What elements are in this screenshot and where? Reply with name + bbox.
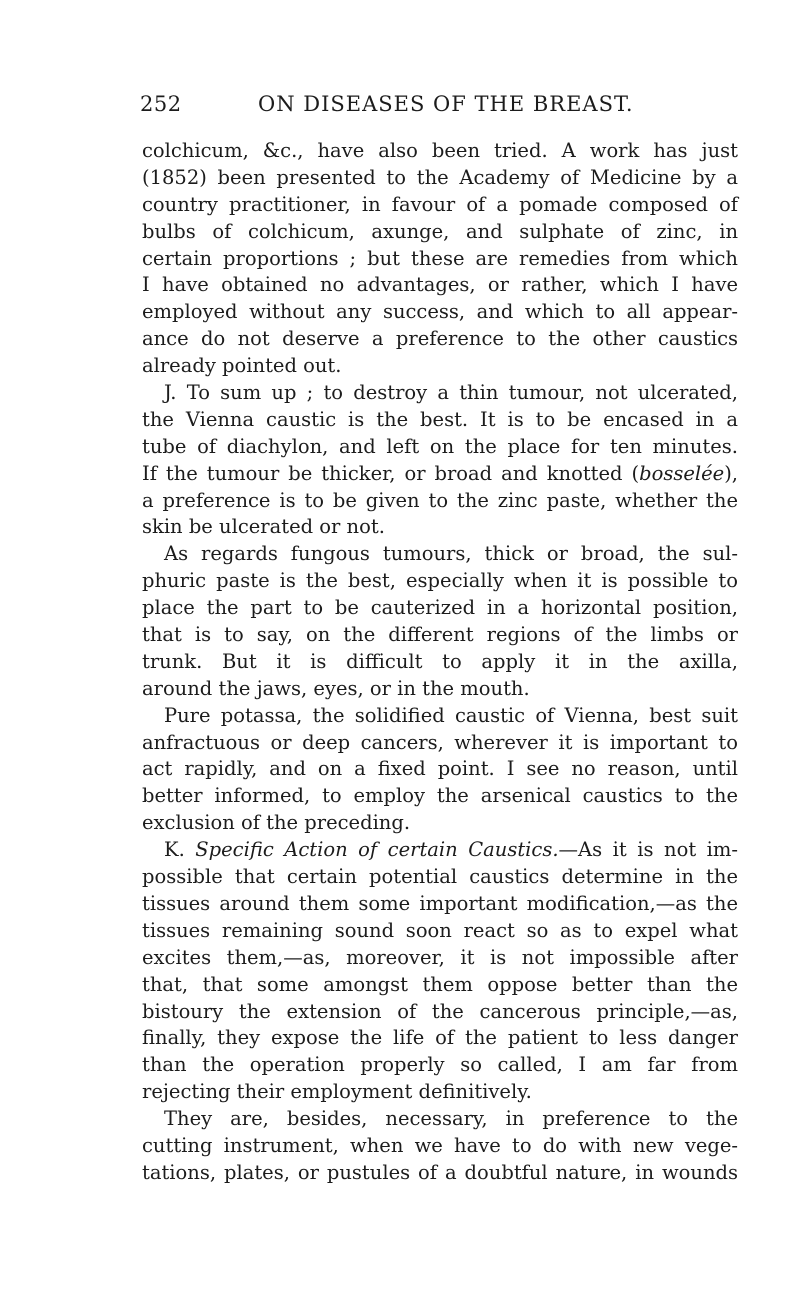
text-line: that is to say, on the different regions of the limbs or [142, 623, 738, 647]
text-line: already pointed out. [142, 354, 342, 378]
text-line: certain proportions ; but these are remedies from which [142, 246, 738, 270]
text-line: around the jaws, eyes, or in the mouth. [142, 676, 530, 700]
body-text [142, 138, 738, 1187]
text-run: —As it is not im- [558, 838, 738, 862]
text-line: (1852) been presented to the Academy of Medicine by a [142, 165, 738, 189]
text-line-mixed [142, 461, 738, 488]
text-line: bulbs of colchicum, axunge, and sulphate of zinc, in [142, 219, 738, 243]
text-line: phuric paste is the best, especially when it is possible to [142, 569, 738, 593]
text-line: colchicum, &c., have also been tried. A work has just [142, 139, 738, 162]
text-line: cutting instrument, when we have to do with new vege- [142, 1133, 738, 1157]
text-line: the Vienna caustic is the best. It is to be encased in a [142, 407, 738, 431]
text-line: employed without any success, and which to all appear- [142, 300, 738, 324]
text-run: If the tumour be thicker, or broad and knotted ( [142, 461, 640, 485]
text-line: act rapidly, and on a fixed point. I see no reason, until [142, 757, 738, 781]
text-line: place the part to be cauterized in a horizontal position, [142, 596, 738, 620]
text-line: finally, they expose the life of the patient to less danger [142, 1026, 738, 1050]
text-line: than the operation properly so called, I am far from [142, 1053, 738, 1077]
text-line: anfractuous or deep cancers, wherever it is important to [142, 730, 738, 754]
text-line: possible that certain potential caustics determine in the [142, 865, 738, 889]
text-line: trunk. But it is difficult to apply it in the axilla, [142, 649, 738, 673]
text-line: exclusion of the preceding. [142, 811, 411, 835]
text-line: As regards fungous tumours, thick or broad, the sul- [164, 542, 738, 566]
text-line: tissues remaining sound soon react so as to expel what [142, 918, 738, 942]
running-head [140, 92, 740, 122]
text-run: K. [164, 838, 196, 862]
page-number: 252 [140, 92, 182, 116]
running-title: ON DISEASES OF THE BREAST. [258, 92, 634, 116]
text-run: ), [724, 461, 738, 485]
text-line: tations, plates, or pustules of a doubtful nature, in wounds [142, 1160, 738, 1184]
text-line: I have obtained no advantages, or rather, which I have [142, 273, 738, 297]
text-line: Pure potassa, the solidified caustic of Vienna, best suit [164, 703, 738, 727]
text-line: skin be ulcerated or not. [142, 515, 385, 539]
text-line: tube of diachylon, and left on the place for ten minutes. [142, 434, 738, 458]
text-line: a preference is to be given to the zinc paste, whether the [142, 488, 738, 512]
text-line: that, that some amongst them oppose better than the [142, 972, 738, 996]
section-heading: Specific Action of certain Caustics. [195, 838, 559, 862]
italic-term: bosselée [639, 461, 725, 485]
text-line: They are, besides, necessary, in preference to the [164, 1107, 738, 1131]
text-line-mixed [142, 837, 738, 864]
text-line: better informed, to employ the arsenical caustics to the [142, 784, 738, 808]
text-line: tissues around them some important modification,—as the [142, 891, 738, 915]
text-line: J. To sum up ; to destroy a thin tumour, not ulcerated, [164, 381, 738, 405]
text-line: excites them,—as, moreover, it is not impossible after [142, 945, 738, 969]
text-line: ance do not deserve a preference to the other caustics [142, 327, 738, 351]
text-line: bistoury the extension of the cancerous principle,—as, [142, 999, 738, 1023]
text-line: country practitioner, in favour of a pomade composed of [142, 192, 738, 216]
text-line: rejecting their employment definitively. [142, 1080, 532, 1104]
